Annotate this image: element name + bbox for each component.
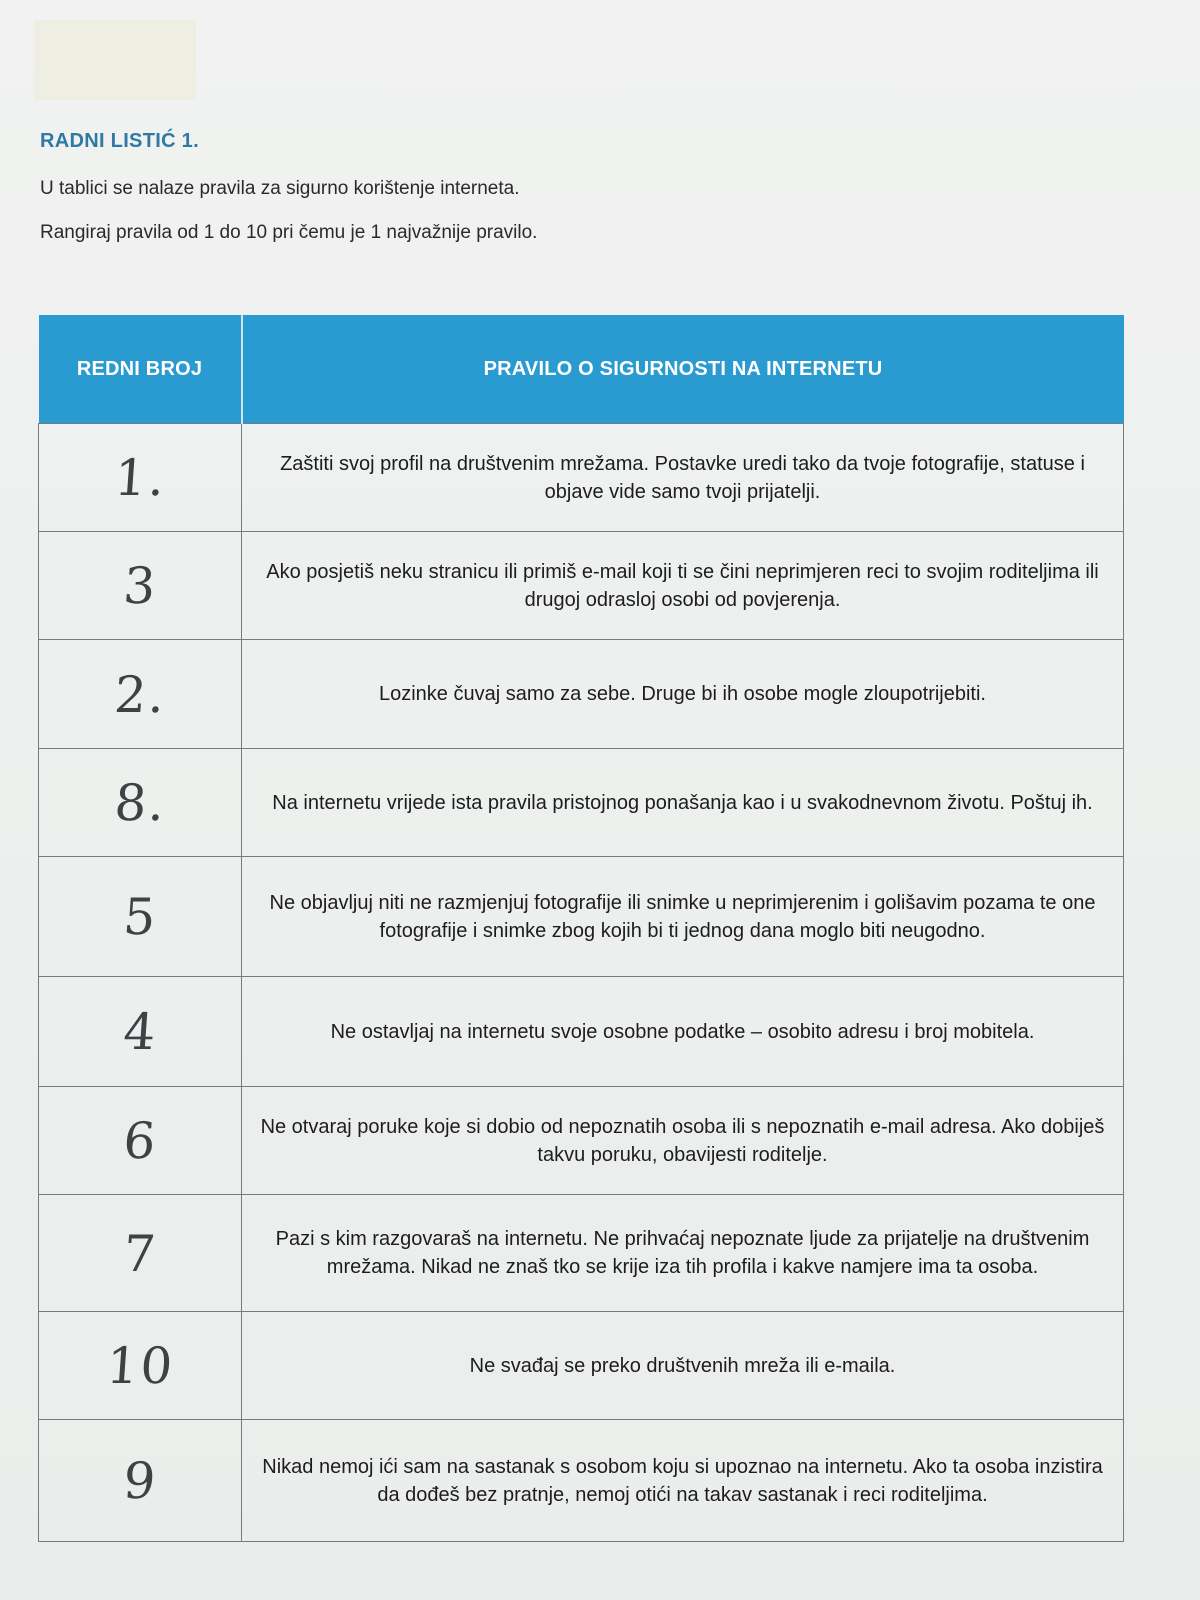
- table-row: [39, 640, 1124, 749]
- rule-text: Lozinke čuvaj samo za sebe. Druge bi ih osobe mogle zloupotrijebiti.: [242, 640, 1124, 749]
- handwritten-rank[interactable]: 2.: [35, 640, 246, 749]
- rule-text: Ne objavljuj niti ne razmjenjuj fotografije ili snimke u neprimjerenim i golišavim pozama te one fotografije i snimke zbog kojih bi ti jednog dana moglo biti neugodno.: [242, 857, 1124, 977]
- rule-text: Ne svađaj se preko društvenih mreža ili e-maila.: [242, 1312, 1124, 1420]
- handwritten-rank[interactable]: 3: [35, 532, 246, 640]
- handwritten-rank[interactable]: 5: [34, 857, 245, 977]
- worksheet-title: RADNI LISTIĆ 1.: [40, 130, 199, 152]
- handwritten-rank[interactable]: 4: [35, 977, 246, 1087]
- table-header-row: [39, 315, 1124, 424]
- handwritten-rank[interactable]: 9: [34, 1420, 246, 1542]
- column-header-number: REDNI BROJ: [39, 315, 242, 424]
- handwritten-rank[interactable]: 7: [34, 1195, 245, 1312]
- table-row: [39, 1195, 1124, 1312]
- rule-text: Na internetu vrijede ista pravila pristojnog ponašanja kao i u svakodnevnom životu. Poštuj ih.: [242, 749, 1124, 857]
- handwritten-rank[interactable]: 1.: [35, 424, 246, 532]
- rule-text: Zaštiti svoj profil na društvenim mrežama. Postavke uredi tako da tvoje fotografije, statuse i objave vide samo tvoji prijatelji.: [242, 424, 1124, 532]
- table-row: [39, 1312, 1124, 1420]
- rules-table: [38, 315, 1124, 1542]
- table-row: [39, 1087, 1124, 1195]
- handwritten-rank[interactable]: 6: [35, 1087, 246, 1195]
- rule-text: Nikad nemoj ići sam na sastanak s osobom koju si upoznao na internetu. Ako ta osoba inzistira da dođeš bez pratnje, nemoj otići na takav sastanak i reci roditeljima.: [242, 1420, 1124, 1542]
- table-row: [39, 977, 1124, 1087]
- table-row: [39, 532, 1124, 640]
- rule-text: Ne otvaraj poruke koje si dobio od nepoznatih osoba ili s nepoznatih e-mail adresa. Ako dobiješ takvu poruku, obavijesti roditelje.: [242, 1087, 1124, 1195]
- rule-text: Ako posjetiš neku stranicu ili primiš e-mail koji ti se čini neprimjeren reci to svojim roditeljima ili drugoj odrasloj osobi od povjerenja.: [242, 532, 1124, 640]
- intro-line-2: Rangiraj pravila od 1 do 10 pri čemu je 1 najvažnije pravilo.: [40, 222, 538, 243]
- column-header-rule: PRAVILO O SIGURNOSTI NA INTERNETU: [242, 315, 1124, 424]
- handwritten-rank[interactable]: 10: [35, 1312, 246, 1420]
- table-row: [39, 1420, 1124, 1542]
- table-row: [39, 749, 1124, 857]
- table-row: [39, 857, 1124, 977]
- handwritten-rank[interactable]: 8.: [35, 749, 246, 857]
- sticky-note: [34, 20, 196, 100]
- rule-text: Pazi s kim razgovaraš na internetu. Ne prihvaćaj nepoznate ljude za prijatelje na društvenim mrežama. Nikad ne znaš tko se krije iza tih profila i kakve namjere ima ta osoba.: [242, 1195, 1124, 1312]
- table-row: [39, 424, 1124, 532]
- rule-text: Ne ostavljaj na internetu svoje osobne podatke – osobito adresu i broj mobitela.: [242, 977, 1124, 1087]
- intro-line-1: U tablici se nalaze pravila za sigurno korištenje interneta.: [40, 178, 520, 199]
